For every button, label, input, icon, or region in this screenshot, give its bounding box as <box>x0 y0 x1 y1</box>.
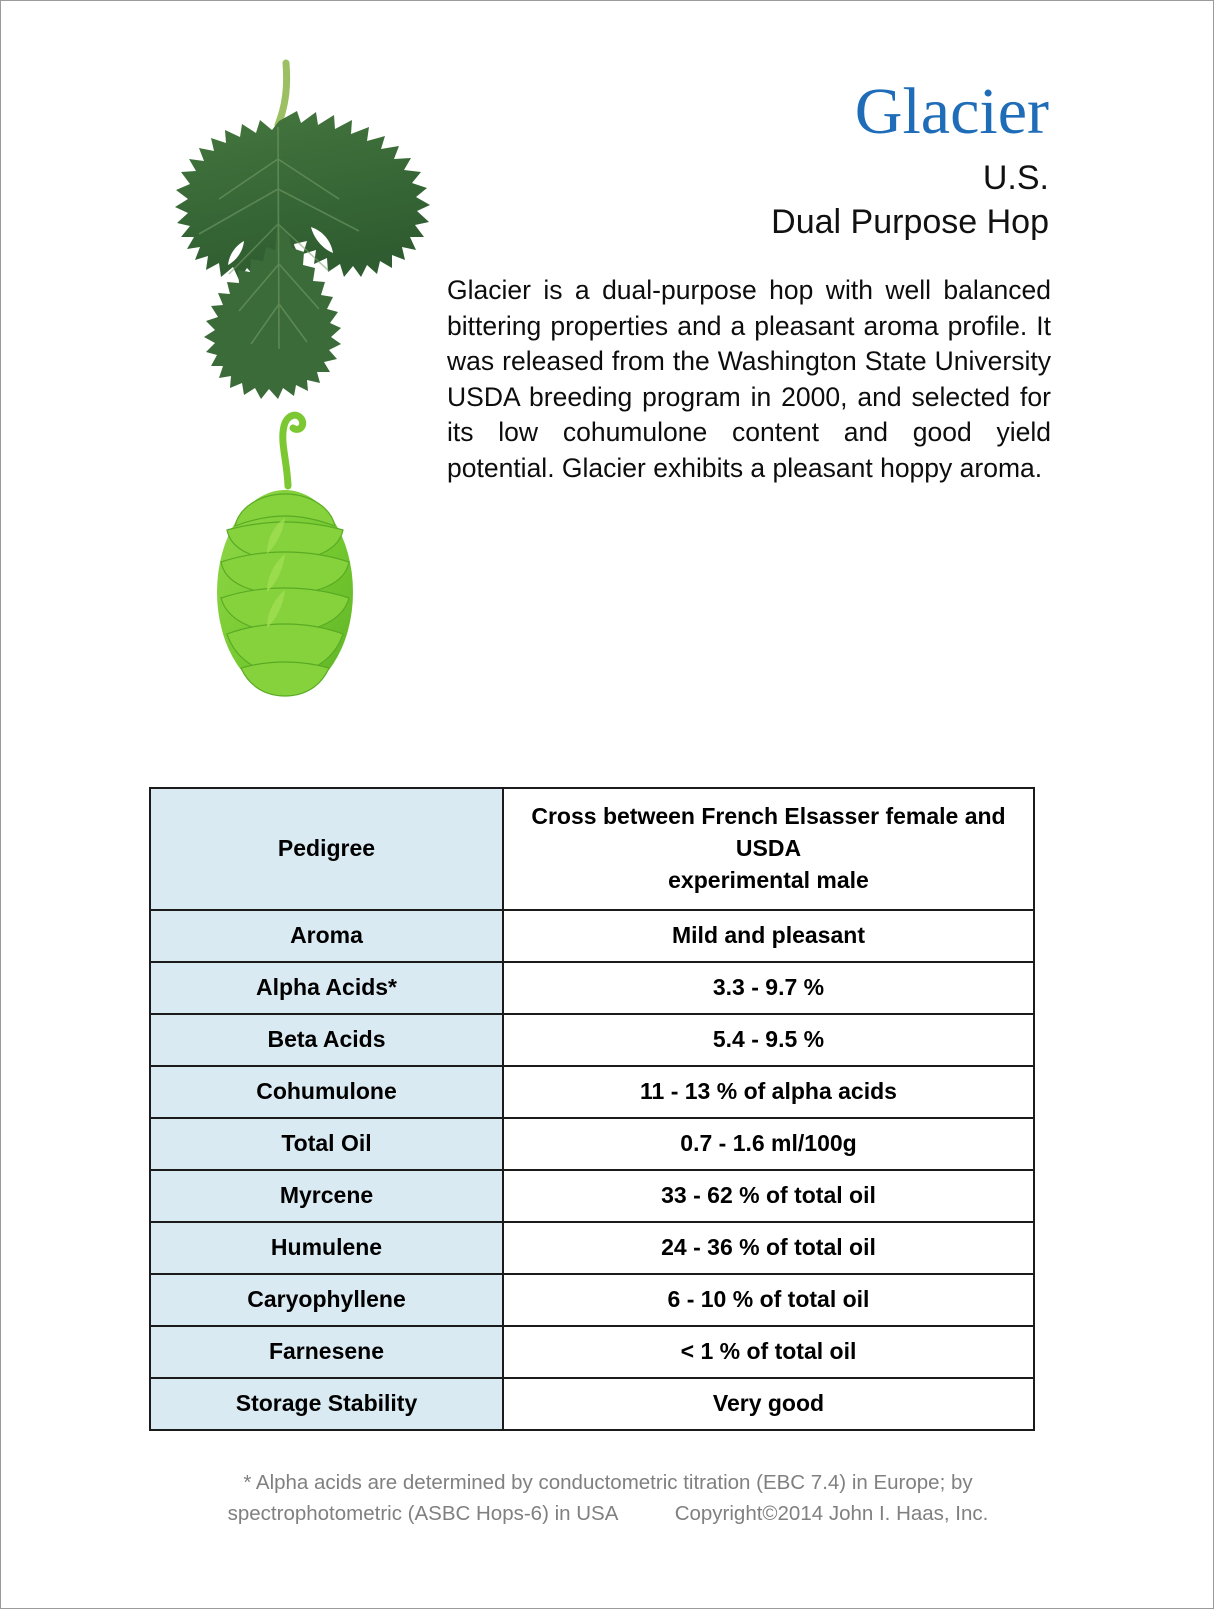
spec-label: Pedigree <box>150 788 503 910</box>
spec-label: Total Oil <box>150 1118 503 1170</box>
datasheet-header <box>1 1 1214 701</box>
footnote <box>1 1467 1214 1529</box>
table-row <box>150 1326 1034 1378</box>
spec-label: Caryophyllene <box>150 1274 503 1326</box>
footnote-line-2 <box>1 1498 1214 1529</box>
table-row <box>150 788 1034 910</box>
footnote-line-1: * Alpha acids are determined by conductometric titration (EBC 7.4) in Europe; by <box>243 1471 973 1494</box>
spec-value: 0.7 - 1.6 ml/100g <box>503 1118 1034 1170</box>
spec-value: 5.4 - 9.5 % <box>503 1014 1034 1066</box>
spec-value: Mild and pleasant <box>503 910 1034 962</box>
spec-label: Storage Stability <box>150 1378 503 1430</box>
spec-value: 3.3 - 9.7 % <box>503 962 1034 1014</box>
brand-block <box>429 75 1049 244</box>
spec-value: 33 - 62 % of total oil <box>503 1170 1034 1222</box>
spec-value: Very good <box>503 1378 1034 1430</box>
table-row <box>150 1066 1034 1118</box>
brand-origin: U.S. <box>982 159 1049 197</box>
brand-type: Dual Purpose Hop <box>771 202 1049 241</box>
footnote-method: spectrophotometric (ASBC Hops-6) in USA <box>227 1502 618 1525</box>
table-row <box>150 1170 1034 1222</box>
spec-value: 11 - 13 % of alpha acids <box>503 1066 1034 1118</box>
table-row <box>150 910 1034 962</box>
spec-value: 6 - 10 % of total oil <box>503 1274 1034 1326</box>
table-row <box>150 1222 1034 1274</box>
table-row <box>150 1274 1034 1326</box>
variety-description: Glacier is a dual-purpose hop with well balanced bittering properties and a pleasant aroma profile. It was released from the Washington State University USDA breeding program in 2000, and selected for its low cohumulone content and good yield potential. Glacier exhibits a pleasant hoppy aroma. <box>447 275 1051 483</box>
spec-label: Myrcene <box>150 1170 503 1222</box>
table-row <box>150 1118 1034 1170</box>
specification-table <box>149 787 1035 1431</box>
spec-table-body <box>150 788 1034 1430</box>
spec-value: 24 - 36 % of total oil <box>503 1222 1034 1274</box>
spec-label: Alpha Acids* <box>150 962 503 1014</box>
spec-value: < 1 % of total oil <box>503 1326 1034 1378</box>
table-row <box>150 1378 1034 1430</box>
spec-label: Aroma <box>150 910 503 962</box>
spec-value: Cross between French Elsasser female and USDA experimental male <box>503 788 1034 910</box>
table-row <box>150 1014 1034 1066</box>
spec-label: Cohumulone <box>150 1066 503 1118</box>
spec-label: Farnesene <box>150 1326 503 1378</box>
spec-label: Beta Acids <box>150 1014 503 1066</box>
page-title: Glacier <box>854 75 1049 148</box>
table-row <box>150 962 1034 1014</box>
spec-label: Humulene <box>150 1222 503 1274</box>
copyright-notice: Copyright©2014 John I. Haas, Inc. <box>674 1502 989 1525</box>
